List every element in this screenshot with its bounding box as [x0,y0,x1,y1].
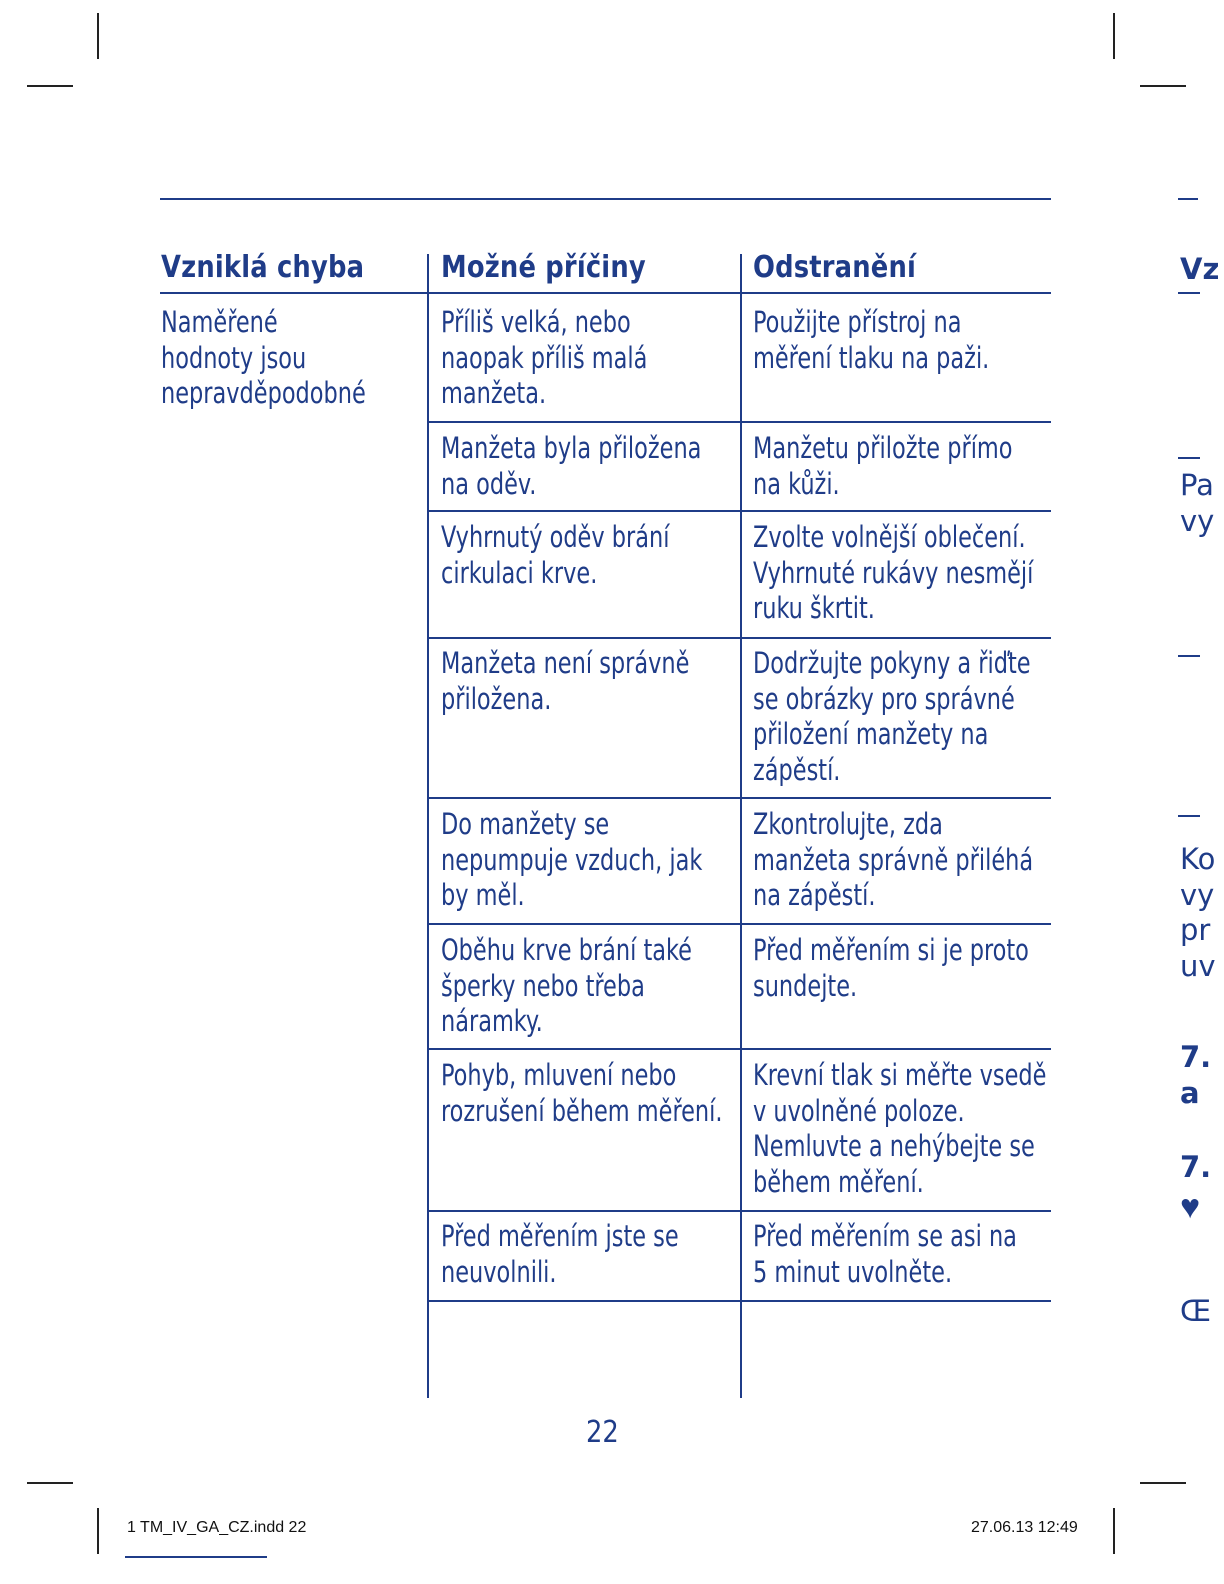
heart-icon: ♥ [1180,1188,1201,1226]
cause-cell: Oběhu krve brání také šperky nebo třeba náramky. [441,933,692,1038]
next-page-rule [1178,655,1200,657]
next-page-rule [1178,292,1200,294]
cause-cell: Příliš velká, nebo naopak příliš malá manžeta. [441,305,648,410]
cause-cell: Manžeta byla přiložena na oděv. [441,431,702,501]
row-separator [428,1048,1051,1050]
row-separator [428,421,1051,423]
header-error: Vzniklá chyba [161,250,365,285]
row-separator [428,1210,1051,1212]
next-page-edge [1178,0,1220,1420]
cause-cell: Pohyb, mluvení nebo rozrušení během měření. [441,1058,723,1128]
next-page-symbol: Œ [1180,1294,1212,1328]
cause-cell: Vyhrnutý oděv brání cirkulaci krve. [441,520,670,590]
crop-mark [27,1482,73,1484]
header-rule [160,292,1051,294]
remedy-cell: Zkontrolujte, zda manžeta správně přiléhá na zápěstí. [753,807,1034,912]
next-page-heading: 7. a [1180,1040,1212,1110]
row-separator [428,923,1051,925]
next-page-text: Pa vy [1180,468,1215,538]
next-page-header: Vz [1180,252,1220,286]
remedy-cell: Před měřením si je proto sundejte. [753,933,1029,1003]
crop-mark [97,1508,99,1554]
remedy-cell: Manžetu přiložte přímo na kůži. [753,431,1013,501]
next-page-rule [1178,815,1200,817]
column-divider [427,254,429,1398]
remedy-cell: Před měřením se asi na 5 minut uvolněte. [753,1219,1017,1289]
slug-file: 1 TM_IV_GA_CZ.indd 22 [127,1519,307,1536]
error-cell: Naměřené hodnoty jsou nepravděpodobné [161,305,366,410]
crop-mark [1140,1482,1186,1484]
crop-mark [27,85,73,87]
header-cause: Možné příčiny [441,250,646,285]
cause-cell: Manžeta není správně přiložena. [441,646,690,716]
remedy-cell: Krevní tlak si měřte vsedě v uvolněné poloze. Nemluvte a nehýbejte se během měření. [753,1058,1047,1199]
page-number: 22 [586,1415,619,1450]
column-divider [740,254,742,1398]
next-page-rule [1178,457,1200,459]
next-page-text: Ko vy pr uv [1180,842,1216,983]
slug-color-bar [125,1556,267,1558]
crop-mark [97,13,99,59]
remedy-cell: Zvolte volnější oblečení. Vyhrnuté rukávy nesmějí ruku škrtit. [753,520,1034,625]
next-page-heading: 7. [1180,1150,1212,1184]
slug-date: 27.06.13 12:49 [971,1519,1078,1536]
remedy-cell: Použijte přístroj na měření tlaku na paži. [753,305,990,375]
row-separator [428,637,1051,639]
header-remedy: Odstranění [753,250,917,285]
row-separator [428,1300,1051,1302]
crop-mark [1113,13,1115,59]
cause-cell: Před měřením jste se neuvolnili. [441,1219,679,1289]
cause-cell: Do manžety se nepumpuje vzduch, jak by měl. [441,807,703,912]
crop-mark [1113,1508,1115,1554]
row-separator [428,797,1051,799]
top-rule [160,198,1051,200]
row-separator [428,510,1051,512]
remedy-cell: Dodržujte pokyny a řiďte se obrázky pro správné přiložení manžety na zápěstí. [753,646,1031,787]
